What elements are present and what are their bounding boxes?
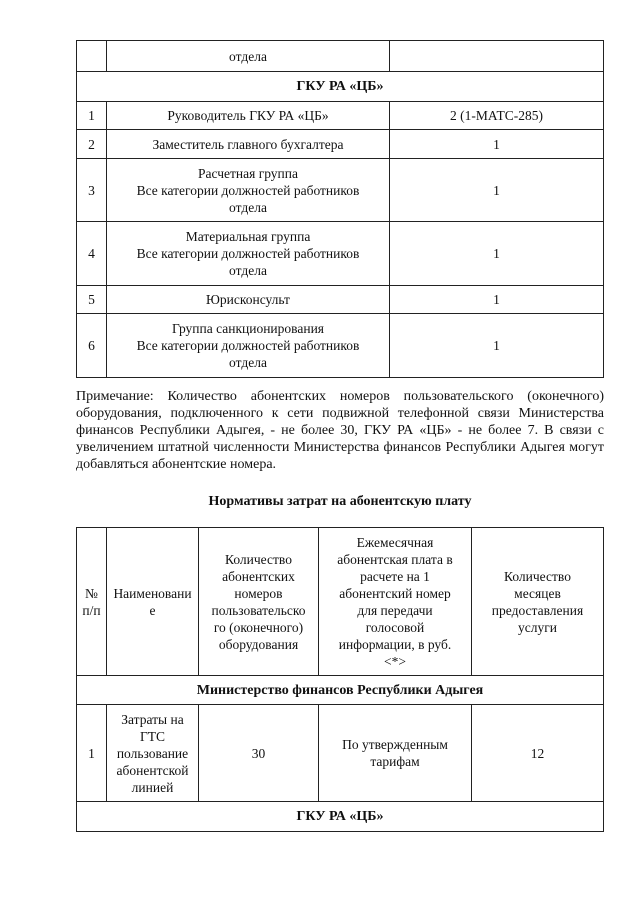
phone-count: 1 <box>390 286 604 314</box>
section-row <box>77 676 604 705</box>
row-number: 5 <box>77 286 107 314</box>
table-row <box>77 314 604 378</box>
position-name: Руководитель ГКУ РА «ЦБ» <box>107 102 390 130</box>
position-name: Группа санкционирования Все категории должностей работников отдела <box>107 314 390 378</box>
table-row <box>77 222 604 286</box>
row-number: 6 <box>77 314 107 378</box>
staff-phone-table <box>76 40 604 378</box>
phone-count: 1 <box>390 130 604 159</box>
row-number: 1 <box>77 102 107 130</box>
header-row <box>77 528 604 676</box>
position-name: Юрисконсульт <box>107 286 390 314</box>
table-row <box>77 41 604 72</box>
row-number: 3 <box>77 159 107 222</box>
table-row <box>77 102 604 130</box>
section-row <box>77 802 604 832</box>
section-title: Нормативы затрат на абонентскую плату <box>208 494 472 509</box>
phone-count: 2 (1-МАТС-285) <box>390 102 604 130</box>
phone-count <box>390 41 604 72</box>
section-header: ГКУ РА «ЦБ» <box>77 802 604 832</box>
section-header: ГКУ РА «ЦБ» <box>77 72 604 102</box>
note-paragraph: Примечание: Количество абонентских номеров пользовательского (оконечного) оборудования, подключенного к сети подвижной телефонной связи Министерства финансов Республики Адыгея, - не более 30, ГКУ РА «ЦБ» - не более 7. В связи с увеличением штатной численности Министерства финансов Республики Адыгея могут добавляться абонентские номера. <box>76 389 604 472</box>
position-name: Расчетная группа Все категории должностей работников отдела <box>107 159 390 222</box>
phone-count: 1 <box>390 222 604 286</box>
cost-name: Затраты на ГТС пользование абонентской линией <box>107 705 199 802</box>
header-number: № п/п <box>77 528 107 676</box>
table-row <box>77 705 604 802</box>
position-name: Материальная группа Все категории должностей работников отдела <box>107 222 390 286</box>
row-number: 4 <box>77 222 107 286</box>
phone-count: 1 <box>390 159 604 222</box>
row-number: 1 <box>77 705 107 802</box>
number-count: 30 <box>199 705 319 802</box>
months-count: 12 <box>472 705 604 802</box>
monthly-fee: По утвержденным тарифам <box>319 705 472 802</box>
table-row <box>77 130 604 159</box>
row-number <box>77 41 107 72</box>
header-name: Наименовани е <box>107 528 199 676</box>
subscription-cost-table <box>76 527 604 832</box>
table-row <box>77 159 604 222</box>
row-number: 2 <box>77 130 107 159</box>
section-row <box>77 72 604 102</box>
header-fee: Ежемесячная абонентская плата в расчете на 1 абонентский номер для передачи голосовой информации, в руб. <*> <box>319 528 472 676</box>
header-months: Количество месяцев предоставления услуги <box>472 528 604 676</box>
header-count: Количество абонентских номеров пользовательско го (оконечного) оборудования <box>199 528 319 676</box>
section-header: Министерство финансов Республики Адыгея <box>77 676 604 705</box>
position-name: отдела <box>107 41 390 72</box>
position-name: Заместитель главного бухгалтера <box>107 130 390 159</box>
phone-count: 1 <box>390 314 604 378</box>
table-row <box>77 286 604 314</box>
